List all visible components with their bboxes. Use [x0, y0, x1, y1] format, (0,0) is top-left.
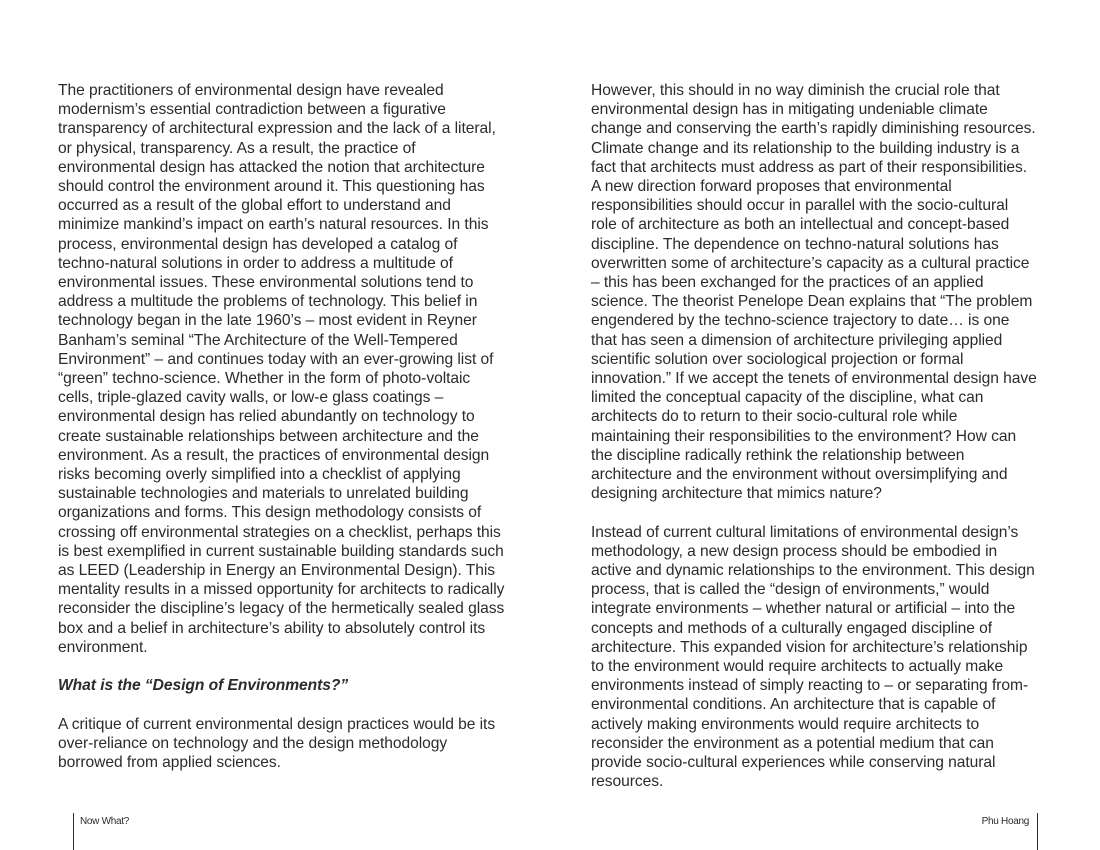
text-line: discipline. The dependence on techno-natural solutions has [591, 235, 999, 253]
text-line: Climate change and its relationship to the building industry is a [591, 139, 1020, 157]
text-line: A critique of current environmental design practices would be its [58, 715, 496, 733]
text-line: “green” techno-science. Whether in the form of photo-voltaic [58, 370, 471, 388]
text-line: science. The theorist Penelope Dean explains that “The problem [591, 293, 1033, 311]
text-line: maintaining their responsibilities to the environment? How can [591, 427, 1017, 445]
paragraph-new-design-process [591, 523, 1059, 792]
text-line: environmental issues. These environmental solutions tend to [58, 274, 474, 292]
paragraph-critique [58, 715, 528, 773]
text-line: – this has been exchanged for the practices of an applied [591, 274, 984, 292]
text-line: process, environmental design has developed a catalog of [58, 235, 458, 253]
text-line: environment. [58, 638, 148, 656]
section-heading-design-of-environments: What is the “Design of Environments?” [58, 677, 349, 695]
text-line: The practitioners of environmental design have revealed [58, 82, 444, 99]
text-line: architecture. This expanded vision for architecture’s relationship [591, 638, 1028, 656]
text-line: the discipline radically rethink the relationship between [591, 446, 965, 464]
text-line: actively making environments would require architects to [591, 715, 980, 733]
text-line: A new direction forward proposes that environmental [591, 178, 952, 196]
text-line: sustainable technologies and materials to unrelated building [58, 485, 469, 503]
text-line: address a multitude the problems of technology. This belief in [58, 293, 478, 311]
text-line: designing architecture that mimics nature? [591, 485, 882, 503]
text-line: provide socio-cultural experiences while conserving natural [591, 754, 996, 772]
text-line: However, this should in no way diminish the crucial role that [591, 82, 1000, 99]
text-line: over-reliance on technology and the design methodology [58, 734, 448, 752]
text-line: organizations and forms. This design methodology consists of [58, 504, 482, 522]
text-line: active and dynamic relationships to the environment. This design [591, 562, 1035, 580]
text-line: Banham’s seminal “The Architecture of the Well-Tempered [58, 331, 458, 349]
text-line: concepts and methods of a culturally engaged discipline of [591, 619, 993, 637]
text-line: role of architecture as both an intellectual and concept-based [591, 216, 1010, 234]
text-line: reconsider the discipline’s legacy of the hermetically sealed glass [58, 600, 505, 618]
text-line: innovation.” If we accept the tenets of environmental design have [591, 370, 1037, 388]
text-line: responsibilities should occur in parallel with the socio-cultural [591, 197, 1009, 215]
footer-author-name: Phu Hoang [981, 816, 1029, 827]
text-line: Environment” – and continues today with an ever-growing list of [58, 350, 494, 368]
text-line: minimize mankind’s impact on earth’s natural resources. In this [58, 216, 489, 234]
text-line: environmental design has relied abundantly on technology to [58, 408, 475, 426]
paragraph-critique-intro [58, 81, 528, 657]
text-line: fact that architects must address as part of their responsibilities. [591, 158, 1028, 176]
text-line: as LEED (Leadership in Energy an Environmental Design). This [58, 562, 496, 580]
text-line: modernism’s essential contradiction between a figurative [58, 101, 446, 119]
right-text-column [591, 81, 1059, 811]
paragraph-climate-role [591, 81, 1059, 503]
text-line: environments instead of simply reacting to – or separating from- [591, 677, 1029, 695]
text-line: to the environment would require architects to actually make [591, 658, 1004, 676]
text-line: occurred as a result of the global effort to understand and [58, 197, 451, 215]
text-line: box and a belief in architecture’s ability to absolutely control its [58, 619, 486, 637]
text-line: is best exemplified in current sustainable building standards such [58, 542, 504, 560]
text-line: architecture and the environment without oversimplifying and [591, 466, 1008, 484]
footer-right-divider [1037, 813, 1038, 850]
text-line: technology began in the late 1960’s – most evident in Reyner [58, 312, 477, 330]
text-line: mentality results in a missed opportunity for architects to radically [58, 581, 505, 599]
text-line: create sustainable relationships between architecture and the [58, 427, 479, 445]
text-line: Instead of current cultural limitations of environmental design’s [591, 523, 1019, 541]
text-line: transparency of architectural expression and the lack of a literal, [58, 120, 496, 138]
text-line: crossing off environmental strategies on a checklist, perhaps this [58, 523, 501, 541]
text-line: reconsider the environment as a potential medium that can [591, 734, 994, 752]
text-line: environment. As a result, the practices of environmental design [58, 446, 490, 464]
text-line: scientific solution over sociological projection or formal [591, 350, 964, 368]
footer-book-title: Now What? [80, 816, 129, 827]
footer-left-divider [73, 813, 74, 850]
text-line: environmental conditions. An architecture that is capable of [591, 696, 996, 714]
text-line: should control the environment around it. This questioning has [58, 178, 485, 196]
text-line: risks becoming overly simplified into a checklist of applying [58, 466, 461, 484]
left-text-column [58, 81, 528, 791]
text-line: engendered by the techno-science trajectory to date… is one [591, 312, 1010, 330]
text-line: borrowed from applied sciences. [58, 754, 281, 772]
text-line: resources. [591, 773, 664, 791]
text-line: techno-natural solutions in order to address a multitude of [58, 254, 453, 272]
text-line: environmental design has attacked the notion that architecture [58, 158, 485, 176]
text-line: cells, triple-glazed cavity walls, or low-e glass coatings – [58, 389, 444, 407]
text-line: that has seen a dimension of architecture privileging applied [591, 331, 1003, 349]
text-line: process, that is called the “design of environments,” would [591, 581, 990, 599]
text-line: integrate environments – whether natural or artificial – into the [591, 600, 1016, 618]
text-line: or physical, transparency. As a result, the practice of [58, 139, 416, 157]
text-line: environmental design has in mitigating undeniable climate [591, 101, 988, 119]
text-line: change and conserving the earth’s rapidly diminishing resources. [591, 120, 1036, 138]
text-line: overwritten some of architecture’s capacity as a cultural practice [591, 254, 1030, 272]
text-line: limited the conceptual capacity of the discipline, what can [591, 389, 984, 407]
text-line: methodology, a new design process should be embodied in [591, 542, 998, 560]
text-line: architects do to return to their socio-cultural role while [591, 408, 958, 426]
